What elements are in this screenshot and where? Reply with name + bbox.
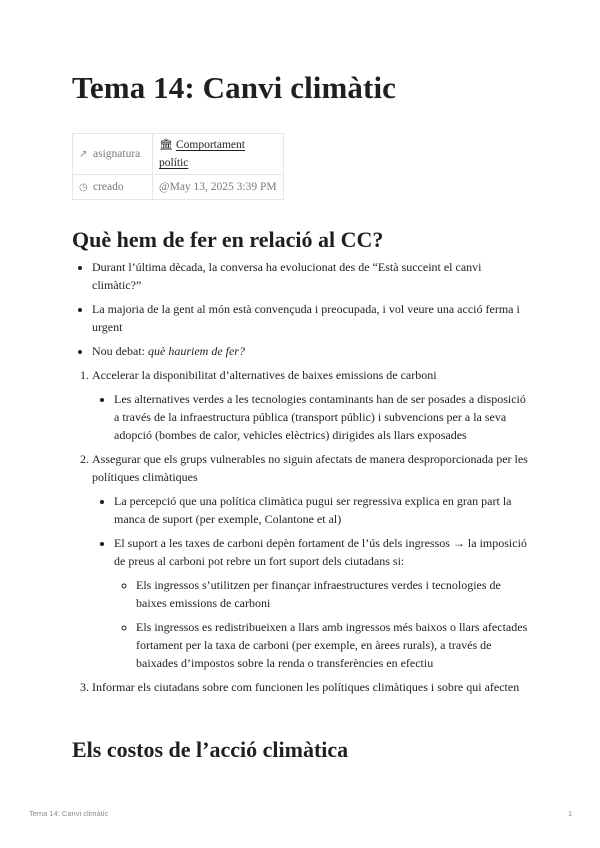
sub-list [92, 390, 530, 444]
list-item: • Nou debat: què hauriem de fer? [92, 342, 530, 360]
property-row-created [73, 175, 284, 200]
sub-list [92, 492, 530, 672]
property-key: ↗ asignatura [73, 134, 153, 175]
section-content [72, 258, 530, 702]
list-item: 2. Assegurar que els grups vulnerables no siguin afectats de manera desproporcionada per les polítiques climàtiques • La percepció que una política climàtica pugui ser regressiva explica en gran part la manca de suport (per exemple, Colantone et al) • El suport a les taxes de carboni depèn fortament de l’ús dels ingressos → la imposició de preus al carboni pot rebre un fort suport dels ciutadans si: ◦ Els ingressos s’utilitzen per finançar infraestructures verdes i tecnologies de baixes emissions de carboni ◦ Els ingressos es redistribueixen a llars amb ingressos més baixos o llars afectades fortament per la taxa de carboni (per exemple, en àrees rurals), a través de baixades d’impostos sobre la renda o transferències en efectiu [92, 450, 530, 672]
section-heading: Què hem de fer en relació al CC? [72, 227, 384, 252]
property-row-subject [73, 134, 284, 175]
list-item: ◦ Els ingressos s’utilitzen per finançar infraestructures verdes i tecnologies de baixes emissions de carboni [136, 576, 530, 612]
property-key: ◷ creado [73, 175, 153, 200]
list-item: • La majoria de la gent al món està convençuda i preocupada, i vol veure una acció ferma i urgent [92, 300, 530, 336]
footer-page-number: 1 [568, 809, 573, 818]
properties-table [72, 133, 284, 200]
list-item: 3. Informar els ciutadans sobre com funcionen les polítiques climàtiques i sobre qui afecten [92, 678, 530, 696]
bullet-list [72, 258, 530, 360]
list-item: ◦ Els ingressos es redistribueixen a llars amb ingressos més baixos o llars afectades fortament per la taxa de carboni (per exemple, en àrees rurals), a través de baixades d’impostos sobre la renda o transferències en efectiu [136, 618, 530, 672]
property-value [153, 134, 284, 175]
list-item: 1. Accelerar la disponibilitat d’alternatives de baixes emissions de carboni • Les alternatives verdes a les tecnologies contaminants han de ser posades a disposició a través de la infraestructura pública (transport públic) i subvencions per a la seva adopció (bombes de calor, vehicles elèctrics) dirigides als llars exposades [92, 366, 530, 444]
list-item: • La percepció que una política climàtica pugui ser regressiva explica en gran part la manca de suport (per exemple, Colantone et al) [114, 492, 530, 528]
subject-link[interactable]: Comportament polític [159, 139, 245, 169]
bank-icon: 🏛 [159, 139, 173, 151]
list-item: • Les alternatives verdes a les tecnologies contaminants han de ser posades a disposició a través de la infraestructura pública (transport públic) i subvencions per a la seva adopció (bombes de calor, vehicles elèctrics) dirigides als llars exposades [114, 390, 530, 444]
arrow-up-right-icon: ↗ [79, 149, 88, 160]
list-item: • Durant l’última dècada, la conversa ha evolucionat des de “Està succeint el canvi climàtic?” [92, 258, 530, 294]
list-item: • El suport a les taxes de carboni depèn fortament de l’ús dels ingressos → la imposició de preus al carboni pot rebre un fort suport dels ciutadans si: ◦ Els ingressos s’utilitzen per finançar infraestructures verdes i tecnologies de baixes emissions de carboni ◦ Els ingressos es redistribueixen a llars amb ingressos més baixos o llars afectades fortament per la taxa de carboni (per exemple, en àrees rurals), a través de baixades d’impostos sobre la renda o transferències en efectiu [114, 534, 530, 672]
section-heading: Els costos de l’acció climàtica [72, 737, 349, 762]
page-title: Tema 14: Canvi climàtic [72, 70, 397, 105]
clock-icon: ◷ [79, 182, 88, 193]
debate-question: què hauriem de fer? [148, 344, 245, 358]
footer-title: Tema 14: Canvi climàtic [29, 809, 109, 818]
sub-sub-list [114, 576, 530, 672]
created-date: @May 13, 2025 3:39 PM [153, 175, 284, 200]
numbered-list [72, 366, 530, 696]
